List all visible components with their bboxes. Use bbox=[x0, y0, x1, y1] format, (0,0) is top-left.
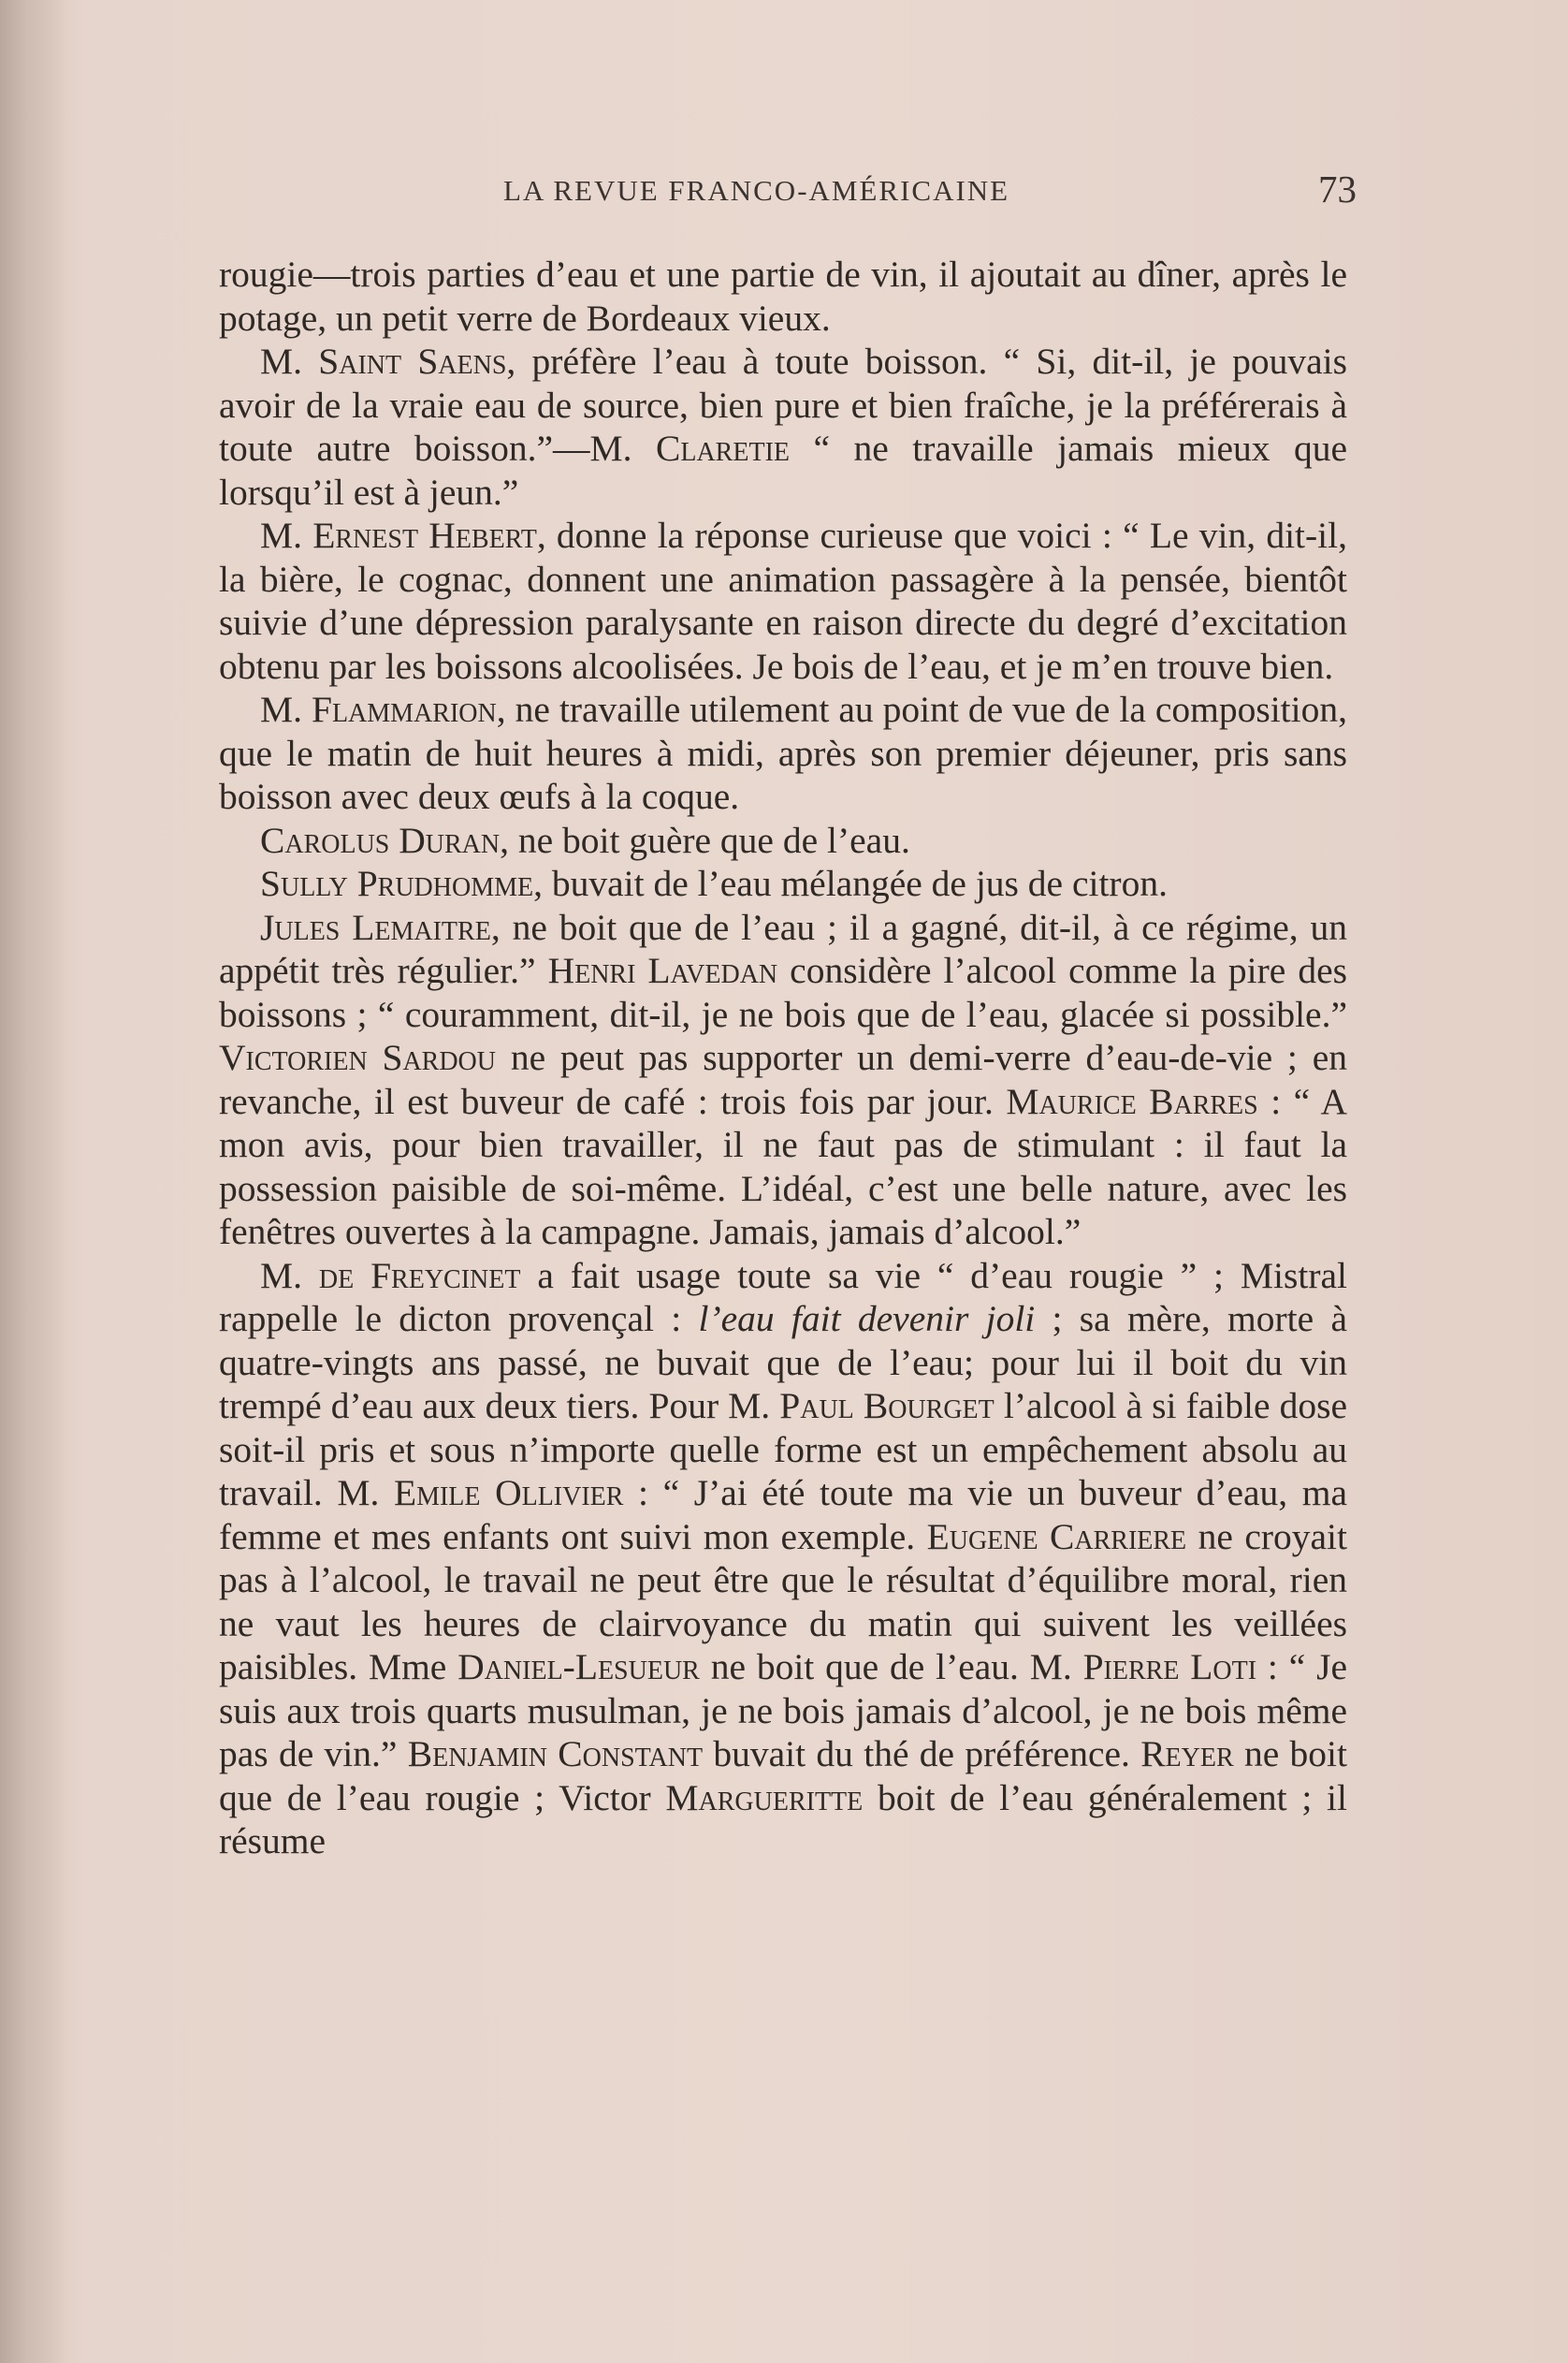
name-small-caps: de Freycinet bbox=[318, 1254, 521, 1296]
name-small-caps: Claretie bbox=[656, 428, 790, 469]
name-small-caps: Flammarion bbox=[311, 689, 497, 730]
name-small-caps: Maurice Barres bbox=[1006, 1080, 1258, 1122]
text-run: , ne boit guère que de l’eau. bbox=[500, 819, 910, 861]
paragraph bbox=[219, 906, 1347, 1254]
text-run: rougie—trois parties d’eau et une partie de vin, il ajoutait au dîner, après le potage, un petit verre de Bordeaux vieux. bbox=[219, 254, 1347, 339]
name-small-caps: Paul Bourget bbox=[779, 1385, 995, 1426]
name-small-caps: Sully Prudhomme bbox=[260, 863, 534, 904]
running-title: LA REVUE FRANCO-AMÉRICAINE bbox=[503, 174, 1010, 207]
name-small-caps: Emile Ollivier bbox=[393, 1472, 624, 1513]
name-small-caps: Daniel-Lesueur bbox=[457, 1646, 700, 1687]
name-small-caps: Saint Saens bbox=[318, 341, 507, 382]
text-run: considère l’alcool comme la pire des boissons ; “ couramment, dit-il, je ne bois que de l’eau, glacée si possible.” bbox=[219, 950, 1347, 1035]
text-run: l’alcool à si faible dose soit-il pris et sous n’importe quelle forme est un empêchement absolu au travail. M. bbox=[219, 1385, 1348, 1513]
text-run: a fait usage toute sa vie “ d’eau rougie ” ; Mistral rappelle le dicton provençal : bbox=[219, 1254, 1347, 1339]
name-small-caps: Reyer bbox=[1140, 1733, 1234, 1774]
text-run: M. bbox=[260, 689, 312, 730]
name-small-caps: Victorien Sardou bbox=[219, 1037, 497, 1078]
paragraph bbox=[219, 340, 1347, 514]
running-head bbox=[223, 168, 1357, 212]
text-run: ne boit que de l’eau. M. bbox=[699, 1646, 1083, 1687]
name-small-caps: Henri Lavedan bbox=[547, 950, 778, 991]
text-run: ne peut pas supporter un demi-verre d’eau-de-vie ; en revanche, il est buveur de café : trois fois par jour. bbox=[219, 1037, 1347, 1122]
name-small-caps: Ernest Hebert bbox=[312, 515, 537, 556]
text-run: : “ J’ai été toute ma vie un buveur d’eau, ma femme et mes enfants ont suivi mon exemple. bbox=[219, 1472, 1348, 1557]
text-run: ne boit que de l’eau rougie ; Victor bbox=[219, 1733, 1347, 1818]
paragraph bbox=[219, 688, 1347, 819]
text-run: , ne travaille utilement au point de vue de la composition, que le matin de huit heures à midi, après son premier déjeuner, pris sans boisson avec deux œufs à la coque. bbox=[219, 689, 1348, 817]
text-run: : “ A mon avis, pour bien travailler, il ne faut pas de stimulant : il faut la possession paisible de soi-même. L’idéal, c’est une belle nature, avec les fenêtres ouvertes à la campagne. Jamais, jamais d’alcool.” bbox=[219, 1080, 1347, 1252]
text-run: M. bbox=[260, 515, 313, 556]
binding-gutter bbox=[0, 0, 65, 2363]
name-small-caps: Margueritte bbox=[665, 1776, 864, 1818]
body-text bbox=[219, 253, 1347, 1863]
text-run: , préfère l’eau à toute boisson. “ Si, dit-il, je pouvais avoir de la vraie eau de source, bien pure et bien fraîche, je la préférerais à toute autre boisson.”—M. bbox=[219, 341, 1347, 469]
text-run: ; sa mère, morte à quatre-vingts ans passé, ne buvait que de l’eau; pour lui il boit du vin trempé d’eau aux deux tiers. Pour M. bbox=[219, 1298, 1347, 1426]
paragraph bbox=[219, 514, 1347, 688]
paragraph bbox=[219, 253, 1347, 340]
text-run: , buvait de l’eau mélangée de jus de citron. bbox=[533, 863, 1168, 904]
text-run: M. bbox=[260, 341, 319, 382]
page-number: 73 bbox=[1318, 168, 1357, 211]
name-small-caps: Benjamin Constant bbox=[407, 1733, 704, 1774]
paragraph bbox=[219, 819, 1347, 863]
name-small-caps: Eugene Carriere bbox=[926, 1515, 1187, 1557]
paragraph bbox=[219, 862, 1347, 906]
text-run: , donne la réponse curieuse que voici : “ Le vin, dit-il, la bière, le cognac, donnent une animation passagère à la pensée, bientôt suivie d’une dépression paralysante en raison directe du degré d’excitation obtenu par les boissons alcoolisées. Je bois de l’eau, et je m’en trouve bien. bbox=[219, 515, 1348, 687]
name-small-caps: Pierre Loti bbox=[1082, 1646, 1257, 1687]
text-run: : “ Je suis aux trois quarts musulman, je ne bois jamais d’alcool, je ne bois même pas de vin.” bbox=[219, 1646, 1347, 1774]
paragraph bbox=[219, 1254, 1347, 1863]
text-run: “ ne travaille jamais mieux que lorsqu’il est à jeun.” bbox=[219, 428, 1347, 513]
name-small-caps: Carolus Duran bbox=[260, 819, 501, 861]
text-run: boit de l’eau généralement ; il résume bbox=[219, 1776, 1347, 1861]
text-run: ne croyait pas à l’alcool, le travail ne peut être que le résultat d’équilibre moral, rien ne vaut les heures de clairvoyance du matin qui suivent les veillées paisibles. Mme bbox=[219, 1515, 1348, 1687]
text-run: M. bbox=[260, 1254, 319, 1296]
italic-phrase: l’eau fait devenir joli bbox=[698, 1298, 1036, 1339]
text-run: buvait du thé de préférence. bbox=[703, 1733, 1141, 1774]
name-small-caps: Jules Lemaitre bbox=[260, 906, 491, 948]
text-run: , ne boit que de l’eau ; il a gagné, dit-il, à ce régime, un appétit très régulier.” bbox=[219, 906, 1347, 991]
